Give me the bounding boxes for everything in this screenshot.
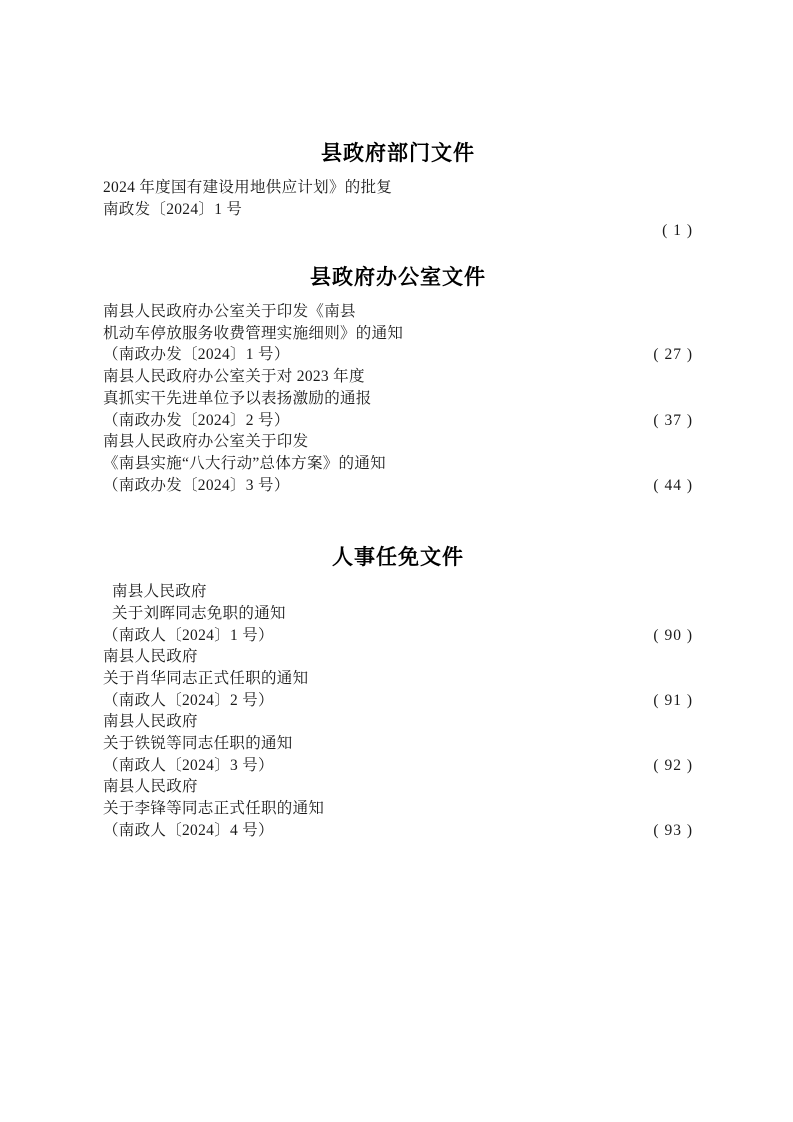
toc-line — [103, 711, 693, 733]
toc-line-text: 南县人民政府 — [103, 713, 198, 731]
section-title: 人事任免文件 — [332, 545, 464, 570]
toc-line-text: 关于肖华同志正式任职的通知 — [103, 670, 309, 687]
toc-line-text: 南政发〔2024〕1 号 — [103, 200, 243, 218]
section-entry-list — [103, 581, 693, 841]
toc-line-text: 南县人民政府 — [103, 648, 198, 666]
toc-line-text: 关于刘晖同志免职的通知 — [112, 604, 286, 622]
toc-line — [103, 388, 693, 410]
section-entry-list — [103, 177, 693, 242]
toc-line — [103, 323, 693, 345]
toc-line-text: （南政办发〔2024〕1 号） — [103, 346, 290, 364]
toc-line — [103, 820, 693, 842]
toc-page-number: ( 90 ) — [653, 626, 693, 644]
toc-line — [103, 581, 693, 603]
toc-line-text: 南县人民政府办公室关于印发《南县 — [103, 303, 356, 321]
toc-line-text: 南县人民政府办公室关于对 2023 年度 — [103, 368, 365, 386]
toc-line-text: 机动车停放服务收费管理实施细则》的通知 — [103, 324, 404, 342]
section-county-office-documents — [103, 263, 693, 496]
section-title: 县政府办公室文件 — [310, 265, 486, 290]
toc-line — [103, 798, 693, 820]
toc-line — [103, 733, 693, 755]
toc-page-number: ( 1 ) — [662, 222, 693, 240]
toc-page-number: ( 37 ) — [653, 411, 693, 429]
toc-line — [103, 668, 693, 690]
toc-line — [103, 301, 693, 323]
toc-line — [103, 776, 693, 798]
toc-page-number: ( 91 ) — [653, 691, 693, 709]
toc-line-text: 真抓实干先进单位予以表扬激励的通报 — [103, 389, 372, 407]
toc-line — [103, 755, 693, 777]
toc-page-number: ( 93 ) — [653, 821, 693, 839]
toc-page-number: ( 92 ) — [653, 756, 693, 774]
toc-line — [103, 220, 693, 242]
toc-line — [103, 603, 693, 625]
section-county-department-documents — [103, 0, 693, 242]
section-personnel-appointment-documents — [103, 543, 693, 841]
toc-line-text: （南政人〔2024〕2 号） — [103, 691, 274, 709]
toc-page-number: ( 44 ) — [653, 476, 693, 494]
toc-line — [103, 199, 693, 221]
toc-content-column — [103, 0, 693, 842]
toc-line-text: 2024 年度国有建设用地供应计划》的批复 — [103, 179, 393, 196]
toc-page-number: ( 27 ) — [653, 346, 693, 364]
toc-line-text: 《南县实施“八大行动”总体方案》的通知 — [103, 454, 386, 472]
toc-line-text: 南县人民政府办公室关于印发 — [103, 433, 309, 451]
toc-line-text: 南县人民政府 — [112, 583, 207, 601]
toc-line-text: 关于李锋等同志正式任职的通知 — [103, 800, 325, 818]
toc-line — [103, 453, 693, 475]
toc-line — [103, 410, 693, 432]
toc-line-text: （南政人〔2024〕3 号） — [103, 756, 274, 774]
toc-line — [103, 431, 693, 453]
toc-line — [103, 690, 693, 712]
section-entry-list — [103, 301, 693, 496]
toc-line — [103, 344, 693, 366]
toc-line — [103, 177, 693, 199]
toc-line — [103, 475, 693, 497]
toc-line-text: （南政办发〔2024〕2 号） — [103, 411, 290, 429]
toc-line-text: 南县人民政府 — [103, 778, 198, 796]
toc-line-text: 关于铁锐等同志任职的通知 — [103, 735, 293, 753]
toc-line — [103, 625, 693, 647]
toc-line — [103, 366, 693, 388]
section-title: 县政府部门文件 — [321, 141, 475, 165]
toc-line-text: （南政办发〔2024〕3 号） — [103, 476, 290, 494]
toc-line — [103, 646, 693, 668]
toc-line-text: （南政人〔2024〕1 号） — [103, 626, 274, 644]
toc-line-text: （南政人〔2024〕4 号） — [103, 821, 274, 839]
